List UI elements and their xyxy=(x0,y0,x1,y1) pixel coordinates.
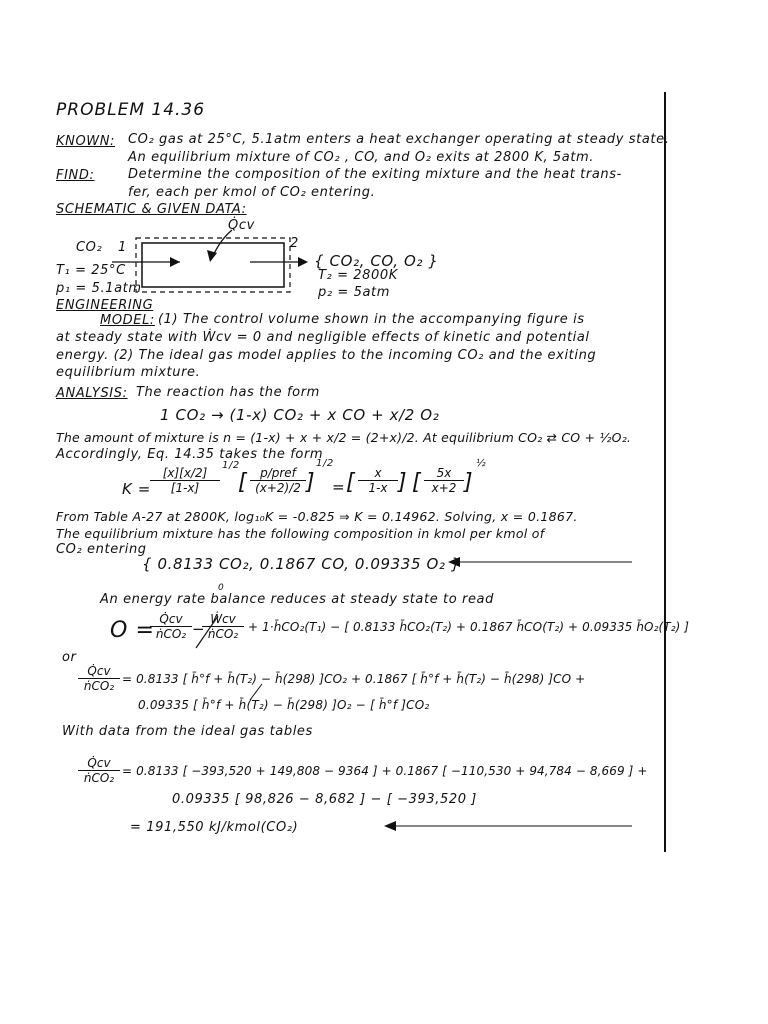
model-line-1: (1) The control volume shown in the accompanying figure is xyxy=(158,312,585,327)
known-line-1: CO₂ gas at 25°C, 5.1atm enters a heat exchanger operating at steady state. xyxy=(128,132,670,147)
k-bracket-close-2: ] xyxy=(398,470,408,495)
qcv-label: Q̇cv xyxy=(228,218,255,233)
eq2-numerator: Q̇cv xyxy=(87,664,111,678)
k-frac2-denominator: (x+2)/2 xyxy=(250,480,306,495)
table-line-3: CO₂ entering xyxy=(56,542,147,557)
equilibrium-composition: { 0.8133 CO₂, 0.1867 CO, 0.09335 O₂ } xyxy=(142,555,461,573)
k-frac1-exponent: 1/2 xyxy=(222,460,240,471)
outlet-species: { CO₂, CO, O₂ } xyxy=(314,252,439,270)
find-line-2: fer, each per kmol of CO₂ entering. xyxy=(128,185,376,200)
analysis-intro: The reaction has the form xyxy=(136,385,320,400)
eq3-line-1: = 0.8133 [ −393,520 + 149,808 − 9364 ] + 0.1867 [ −110,530 + 94,784 − 8,669 ] + xyxy=(122,764,648,778)
eq1-q-numerator: Q̇cv xyxy=(159,612,183,626)
table-line-1: From Table A-27 at 2800K, log₁₀K = -0.825 ⇒ K = 0.14962. Solving, x = 0.1867. xyxy=(56,509,578,524)
k-bracket-close: ] xyxy=(306,470,316,495)
eq1-w-fraction xyxy=(202,612,244,641)
outlet-temperature: T₂ = 2800K xyxy=(318,268,398,283)
eq2-line-1: = 0.8133 [ h̄°f + h̄(T₂) − h̄(298) ]CO₂ + 0.1867 [ h̄°f + h̄(T₂) − h̄(298) ]CO + xyxy=(122,672,586,686)
analysis-label: ANALYSIS: xyxy=(56,386,128,401)
k-frac4-denominator: x+2 xyxy=(424,480,464,495)
k-bracket-open: [ xyxy=(238,470,248,495)
k-frac3-denominator: 1-x xyxy=(358,480,398,495)
energy-intro: An energy rate balance reduces at steady state to read xyxy=(100,592,494,607)
eq1-w-denominator: ṅCO₂ xyxy=(202,626,244,641)
eq2-line-2: 0.09335 [ h̄°f + h̄(T₂) − h̄(298) ]O₂ − [ h̄°f ]CO₂ xyxy=(138,698,430,712)
or-label: or xyxy=(62,650,77,665)
eq1-w-numerator: Ẇcv xyxy=(210,612,236,626)
model-line-4: equilibrium mixture. xyxy=(56,365,201,380)
final-result: = 191,550 kJ/kmol(CO₂) xyxy=(130,820,299,835)
model-line-2: at steady state with Ẇcv = 0 and negligible effects of kinetic and potential xyxy=(56,330,590,345)
k-bracket-open-3: [ xyxy=(412,470,422,495)
outlet-pressure: p₂ = 5atm xyxy=(318,285,391,300)
eq1-minus: − xyxy=(192,620,206,638)
k-frac2-exponent: 1/2 xyxy=(316,458,334,469)
k-equals: = xyxy=(332,478,346,496)
eq2-denominator: ṅCO₂ xyxy=(78,678,120,693)
eq1-rest: + 1·h̄CO₂(T₁) − [ 0.8133 h̄CO₂(T₂) + 0.1867 h̄CO(T₂) + 0.09335 h̄O₂(T₂) ] xyxy=(248,620,690,634)
k-frac2-numerator: p/pref xyxy=(260,466,296,480)
model-line-3: energy. (2) The ideal gas model applies to the incoming CO₂ and the exiting xyxy=(56,348,597,363)
k-frac4-exponent: ½ xyxy=(476,458,487,469)
model-label: MODEL: xyxy=(100,313,155,328)
mixture-amount-line: The amount of mixture is n = (1-x) + x + x/2 = (2+x)/2. At equilibrium CO₂ ⇄ CO + ½O₂. xyxy=(56,430,632,445)
eq2-fraction xyxy=(78,664,120,693)
state-1-label: 1 xyxy=(118,240,127,255)
k-frac4-numerator: 5x xyxy=(436,466,452,480)
k-frac1-denominator: [1-x] xyxy=(150,480,220,495)
eq3-denominator: ṅCO₂ xyxy=(78,770,120,785)
reaction-equation: 1 CO₂ → (1-x) CO₂ + x CO + x/2 O₂ xyxy=(160,406,440,424)
k-bracket-open-2: [ xyxy=(346,470,356,495)
eq1-lhs: O = xyxy=(110,618,155,643)
page-title: PROBLEM 14.36 xyxy=(56,100,206,120)
k-fraction-3 xyxy=(358,466,398,495)
wcv-zero-marker: 0 xyxy=(218,583,225,593)
find-line-1: Determine the composition of the exiting mixture and the heat trans- xyxy=(128,167,622,182)
state-2-label: 2 xyxy=(290,236,299,251)
find-label: FIND: xyxy=(56,168,95,183)
eq3-line-2: 0.09335 [ 98,826 − 8,682 ] − [ −393,520 ] xyxy=(172,792,477,807)
inlet-species: CO₂ xyxy=(76,240,103,255)
k-fraction-2 xyxy=(250,466,306,495)
eq3-numerator: Q̇cv xyxy=(87,756,111,770)
k-frac1-numerator: [x][x/2] xyxy=(162,466,208,480)
k-fraction-1 xyxy=(150,466,220,495)
known-label: KNOWN: xyxy=(56,134,116,149)
table-line-2: The equilibrium mixture has the following composition in kmol per kmol of xyxy=(56,526,545,541)
k-bracket-close-3: ] xyxy=(464,470,474,495)
known-line-2: An equilibrium mixture of CO₂ , CO, and O₂ exits at 2800 K, 5atm. xyxy=(128,150,595,165)
inlet-temperature: T₁ = 25°C xyxy=(56,263,126,278)
engineering-label: ENGINEERING xyxy=(56,298,154,313)
eq3-fraction xyxy=(78,756,120,785)
schematic-label: SCHEMATIC & GIVEN DATA: xyxy=(56,202,247,217)
eq1-q-fraction xyxy=(150,612,192,641)
inlet-pressure: p₁ = 5.1atm xyxy=(56,281,142,296)
accordingly-line: Accordingly, Eq. 14.35 takes the form xyxy=(56,447,324,462)
eq1-q-denominator: ṅCO₂ xyxy=(150,626,192,641)
with-data-line: With data from the ideal gas tables xyxy=(62,724,313,739)
k-lhs: K = xyxy=(122,480,151,498)
k-fraction-4 xyxy=(424,466,464,495)
k-frac3-numerator: x xyxy=(374,466,382,480)
